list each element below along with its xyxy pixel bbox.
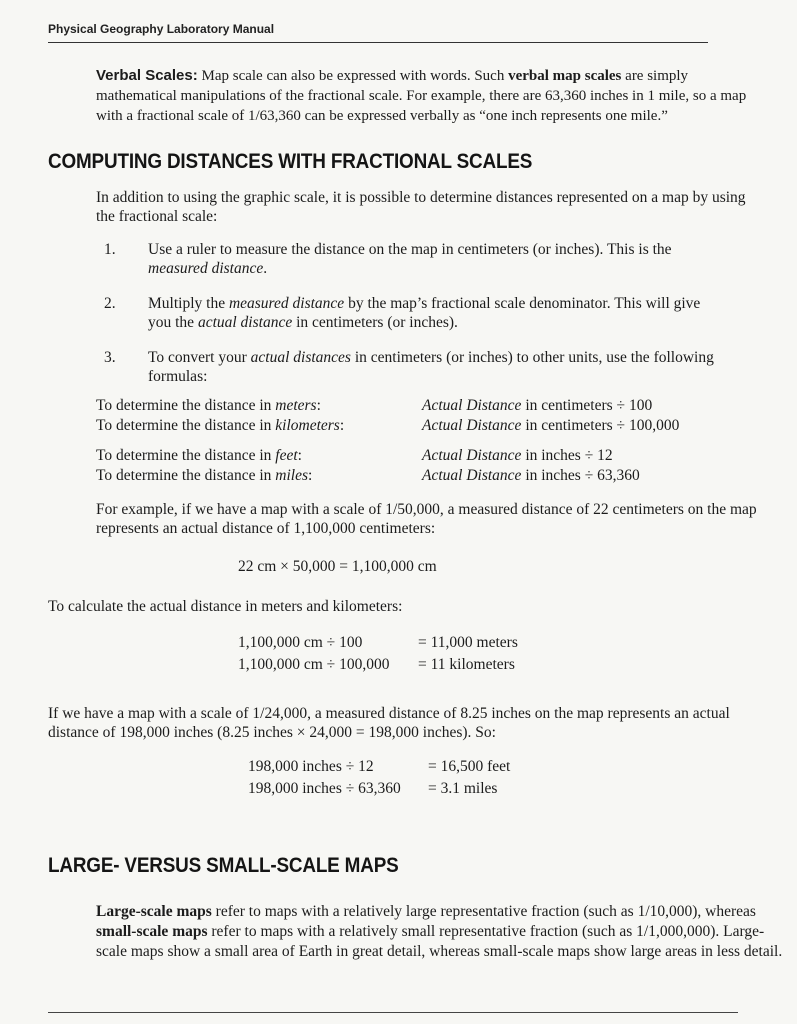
step-emphasis: measured distance — [148, 260, 264, 277]
large-small-paragraph — [48, 902, 788, 962]
example-1-paragraph: For example, if we have a map with a scale of 1/50,000, a measured distance of 22 centimeters on the map represents an actual distance of 1,100,000 centimeters: — [96, 501, 757, 537]
formula-row-feet — [96, 446, 736, 466]
formula-unit: meters — [275, 397, 317, 414]
calc-row — [238, 654, 518, 676]
header-rule — [48, 42, 708, 43]
calc-lhs: 1,100,000 cm ÷ 100,000 — [238, 656, 390, 673]
formula-colon: : — [297, 447, 302, 464]
verbal-scales-lead: Verbal Scales: — [96, 67, 198, 84]
running-head: Physical Geography Laboratory Manual — [48, 22, 275, 36]
formula-row-miles — [96, 466, 736, 486]
calc-rhs: = 11 kilometers — [418, 656, 515, 673]
formula-expression: in inches ÷ 63,360 — [521, 467, 640, 484]
step-number: 2. — [104, 295, 116, 312]
example-2-paragraph: If we have a map with a scale of 1/24,000, a measured distance of 8.25 inches on the map represents an actual distance of 198,000 inches (8.25 inches × 24,000 = 198,000 inches). So: — [48, 705, 730, 741]
footer-rule — [48, 1012, 738, 1013]
formula-term: Actual Distance — [422, 467, 522, 484]
formula-term: Actual Distance — [422, 447, 522, 464]
calc-intro: To calculate the actual distance in meters and kilometers: — [48, 598, 403, 615]
formula-colon: : — [307, 467, 313, 484]
formula-term: Actual Distance — [422, 417, 522, 434]
verbal-scales-paragraph — [48, 66, 756, 126]
formula-expression: in centimeters ÷ 100,000 — [521, 417, 680, 434]
large-small-text-2: refer to maps with a relatively small representative fraction (such as 1/1,000,000). Large-scale maps show a small area of Earth in great detail, whereas small-scale maps show large areas in less detail. — [96, 923, 783, 960]
formula-label: To determine the distance in — [96, 397, 276, 414]
step-3 — [48, 348, 718, 386]
calc-lhs: 198,000 inches ÷ 12 — [248, 758, 374, 775]
formula-label: To determine the distance in — [96, 447, 276, 464]
formula-label: To determine the distance in — [96, 467, 276, 484]
calc-row — [248, 756, 510, 778]
step-text: . — [263, 260, 268, 277]
large-small-text-1: refer to maps with a relatively large representative fraction (such as 1/10,000), whereas — [211, 903, 756, 920]
computing-intro: In addition to using the graphic scale, it is possible to determine distances represented on a map by using the fractional scale: — [96, 189, 746, 225]
verbal-scales-text-2: are simply mathematical manipulations of the fractional scale. For example, there are 63,360 inches in 1 mile, so a map with a fractional scale of 1/63,360 can be expressed verbally as “one inch represents one mile.” — [96, 68, 747, 124]
step-emphasis: measured distance — [228, 295, 345, 312]
calc-row — [238, 632, 518, 654]
step-text: in centimeters (or inches). — [292, 314, 458, 331]
formula-unit: feet — [275, 447, 298, 464]
computing-heading: COMPUTING DISTANCES WITH FRACTIONAL SCALES — [48, 150, 533, 173]
calc-lhs: 1,100,000 cm ÷ 100 — [238, 634, 363, 651]
step-text: Multiply the — [148, 295, 229, 312]
conversion-formulas — [96, 396, 736, 486]
step-text: Use a ruler to measure the distance on the map in centimeters (or inches). This is the — [148, 241, 672, 258]
small-scale-term: small-scale maps — [96, 923, 208, 940]
calc-block-metric — [238, 632, 518, 676]
verbal-scales-term: verbal map scales — [508, 68, 622, 84]
step-emphasis: actual distances — [250, 349, 351, 366]
step-number: 1. — [104, 241, 116, 258]
step-text: in centimeters (or inches) to other units, use the following formulas: — [148, 349, 714, 385]
formula-colon: : — [339, 417, 345, 434]
calc-lhs: 198,000 inches ÷ 63,360 — [248, 780, 401, 797]
formula-unit: kilometers — [275, 417, 340, 434]
formula-row-meters — [96, 396, 736, 416]
steps-list — [48, 240, 718, 402]
step-1 — [48, 240, 718, 278]
step-2 — [48, 294, 718, 332]
formula-row-kilometers — [96, 416, 736, 436]
formula-expression: in centimeters ÷ 100 — [521, 397, 653, 414]
calc-rhs: = 16,500 feet — [428, 758, 511, 775]
verbal-scales-text-1: Map scale can also be expressed with words. Such — [197, 68, 509, 84]
step-emphasis: actual distance — [197, 314, 293, 331]
step-text: by the map’s fractional scale denominator. This will give you the — [148, 295, 701, 331]
calc-row — [248, 778, 510, 800]
large-small-heading: LARGE- VERSUS SMALL-SCALE MAPS — [48, 854, 399, 877]
calc-rhs: = 11,000 meters — [418, 634, 518, 651]
calc-block-imperial — [248, 756, 510, 800]
formula-expression: in inches ÷ 12 — [521, 447, 613, 464]
equation-1: 22 cm × 50,000 = 1,100,000 cm — [238, 558, 437, 575]
large-scale-term: Large-scale maps — [96, 903, 212, 920]
calc-rhs: = 3.1 miles — [428, 780, 498, 797]
step-number: 3. — [104, 349, 116, 366]
step-text: To convert your — [148, 349, 251, 366]
formula-colon: : — [316, 397, 321, 414]
formula-term: Actual Distance — [422, 397, 522, 414]
formula-unit: miles — [275, 467, 308, 484]
formula-label: To determine the distance in — [96, 417, 276, 434]
